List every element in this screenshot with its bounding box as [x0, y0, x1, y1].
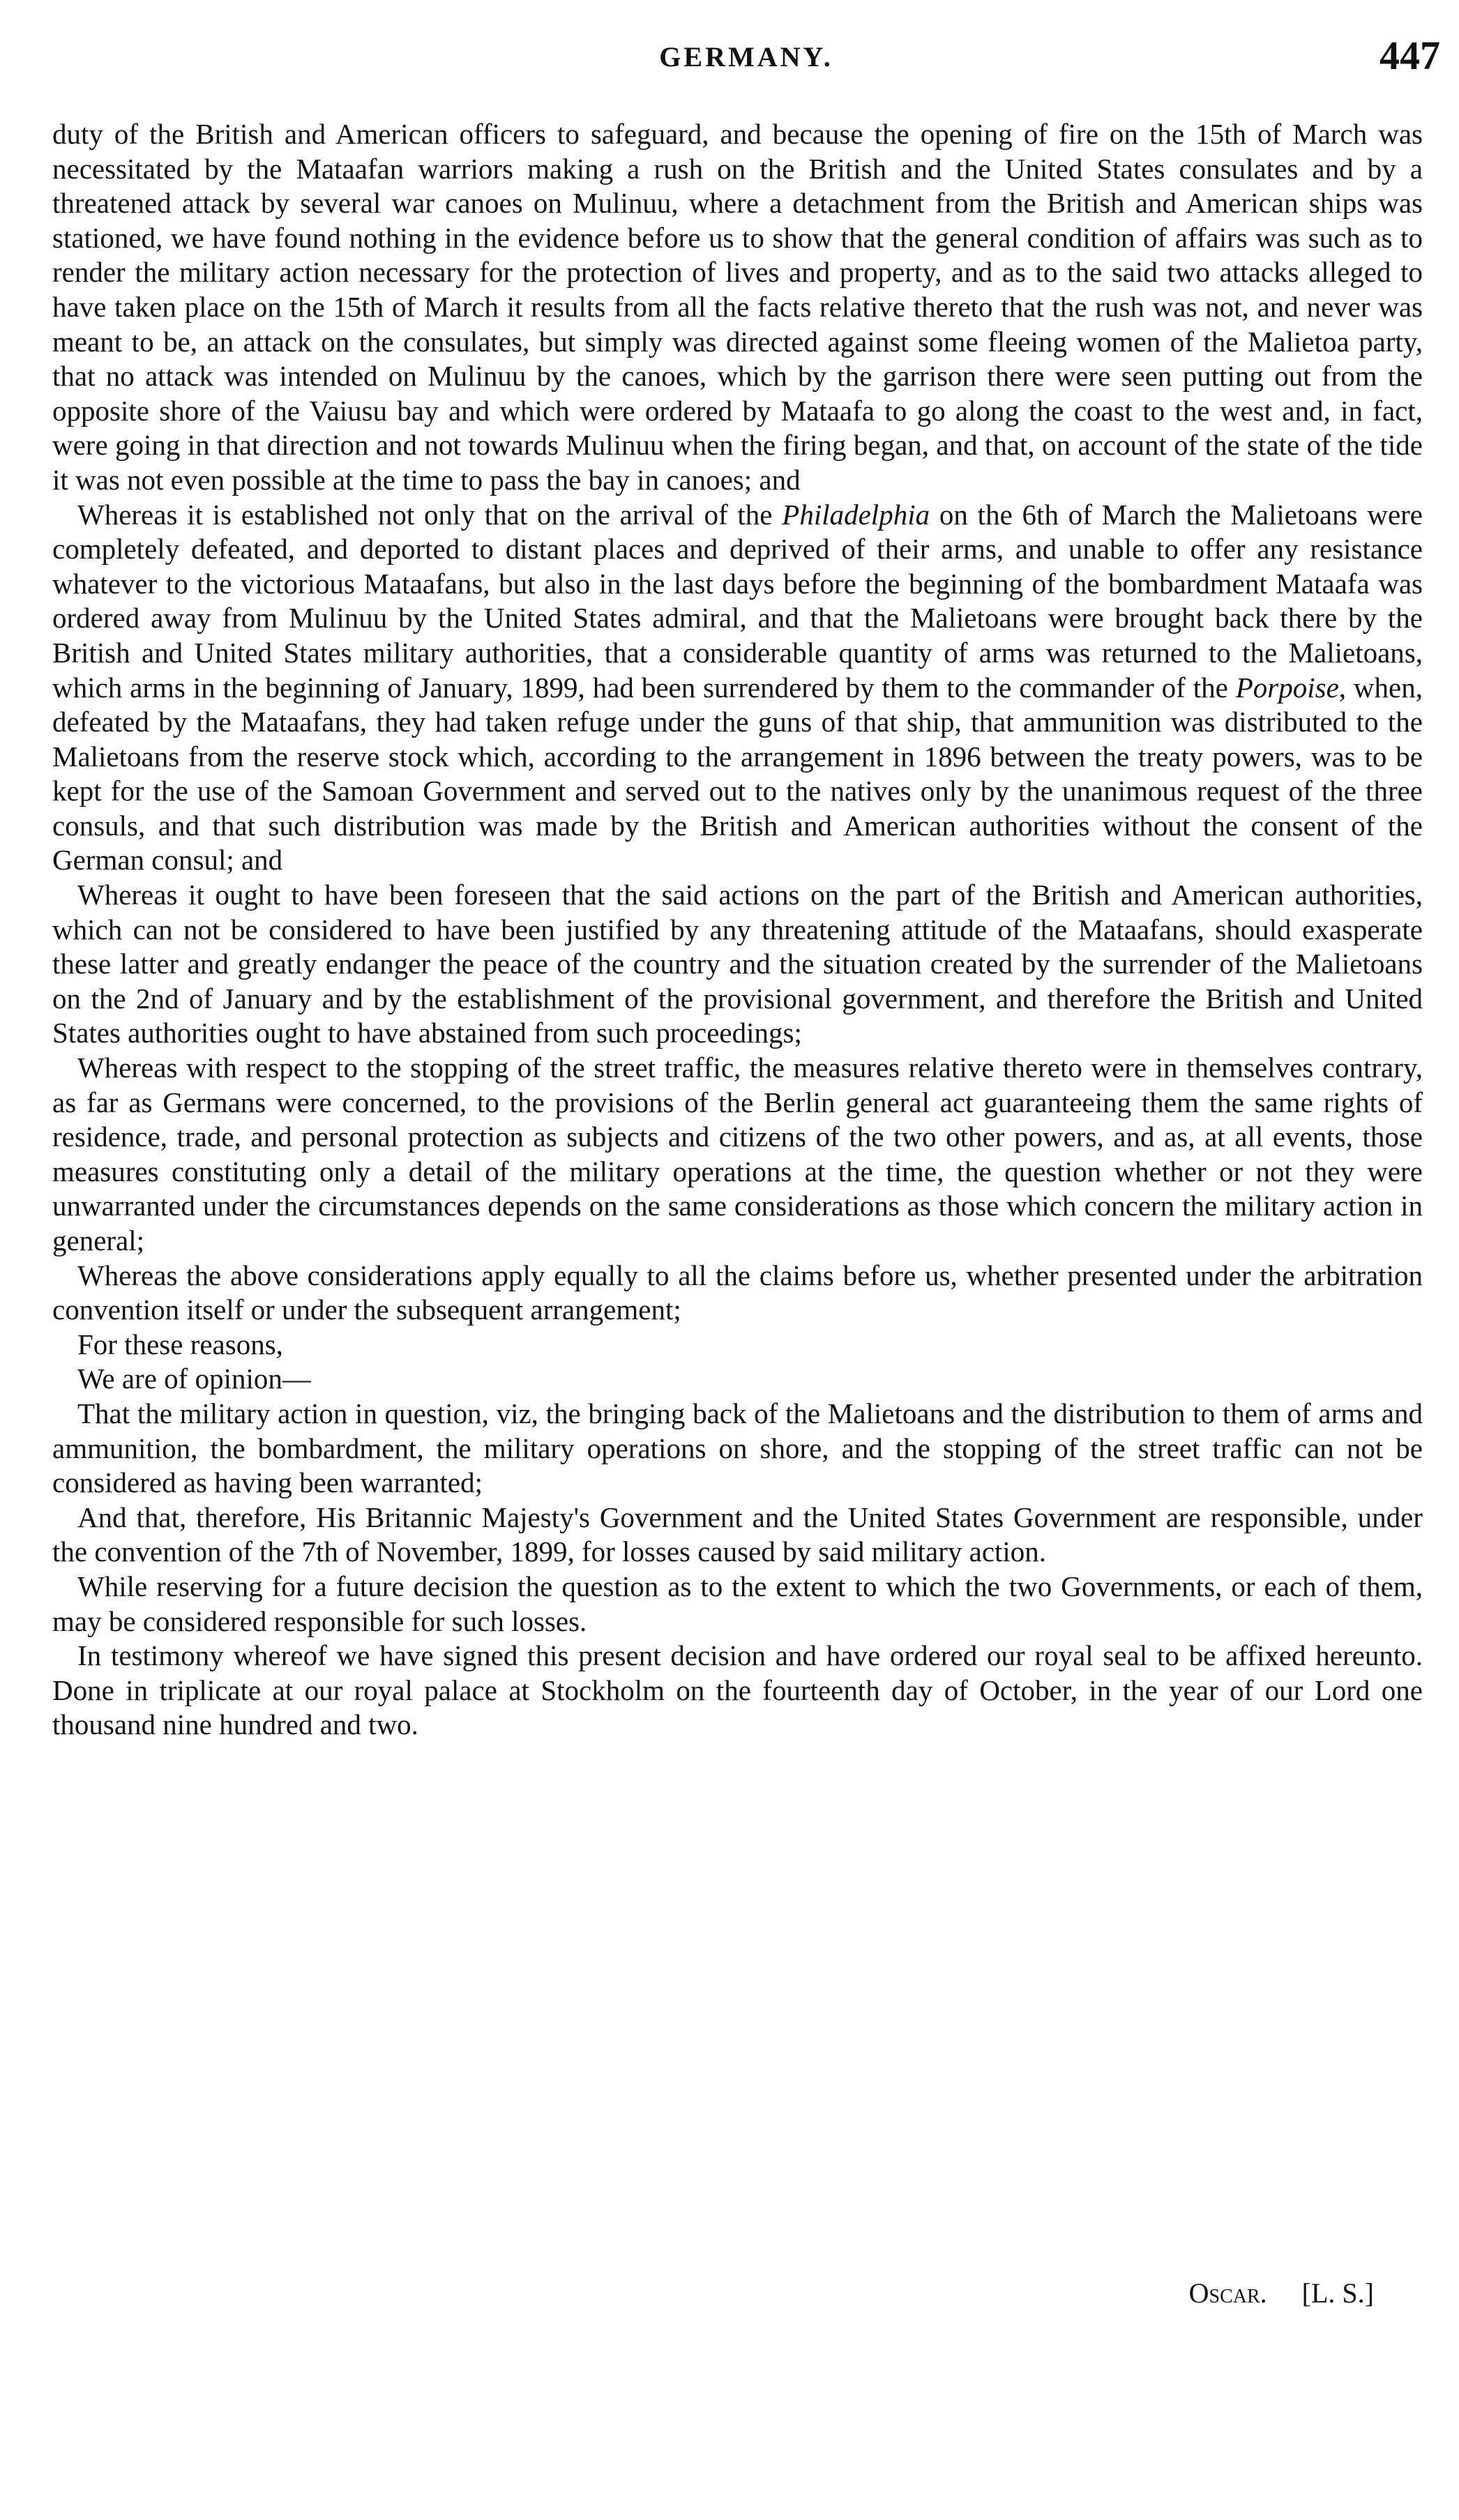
signature-block — [1095, 2277, 1374, 2309]
paragraph-text: Whereas it is established not only that on the arrival of the — [77, 498, 783, 531]
signature-name: Oscar. — [1188, 2277, 1267, 2309]
seal-mark: [L. S.] — [1301, 2277, 1374, 2309]
paragraph — [52, 1397, 1423, 1501]
paragraph — [52, 498, 1423, 879]
paragraph — [52, 878, 1423, 1051]
paragraph — [52, 1501, 1423, 1570]
paragraph — [52, 1259, 1423, 1328]
paragraph-text: While reserving for a future decision the question as to the extent to which the two Governments, or each of them, may be considered responsible for such losses. — [52, 1570, 1423, 1637]
italic-ship-name: Porpoise — [1235, 671, 1339, 704]
paragraph-text: That the military action in question, viz, the bringing back of the Malietoans and the distribution to them of arms and ammunition, the bombardment, the military operations on shore, and the stopping of the street traffic can not be considered as having been warranted; — [52, 1397, 1423, 1499]
running-head: GERMANY. — [659, 41, 833, 73]
paragraph-text: on the 6th of March the Malietoans were completely defeated, and deported to distant places and deprived of their arms, and unable to offer any resistance whatever to the victorious Mataafans, but also in the last days before the beginning of the bombardment Mataafa was ordered away from Mulinuu by the United States admiral, and that the Malietoans were brought back there by the British and United States military authorities, that a considerable quantity of arms was returned to the Malietoans, which arms in the beginning of January, 1899, had been surrendered by them to the commander of the — [52, 498, 1423, 704]
body-text — [52, 117, 1423, 1743]
page-header — [52, 26, 1440, 82]
page-number: 447 — [1379, 33, 1440, 78]
paragraph-text: Whereas the above considerations apply equally to all the claims before us, whether presented under the arbitration convention itself or under the subsequent arrangement; — [52, 1259, 1423, 1326]
paragraph — [52, 1570, 1423, 1639]
paragraph-text: , when, defeated by the Mataafans, they had taken refuge under the guns of that ship, that ammunition was distributed to the Malietoans from the reserve stock which, according to the arrangement in 1896 between the treaty powers, was to be kept for the use of the Samoan Government and served out to the natives only by the unanimous request of the three consuls, and that such distribution was made by the British and American authorities without the consent of the German consul; and — [52, 671, 1423, 876]
italic-ship-name: Philadelphia — [782, 498, 930, 531]
paragraph — [52, 117, 1423, 498]
paragraph — [52, 1328, 1423, 1363]
paragraph — [52, 1639, 1423, 1743]
paragraph-text: In testimony whereof we have signed this present decision and have ordered our royal seal to be affixed hereunto. Done in triplicate at our royal palace at Stockholm on the fourteenth day of October, in the year of our Lord one thousand nine hundred and two. — [52, 1639, 1423, 1741]
paragraph-text: Whereas with respect to the stopping of the street traffic, the measures relative thereto were in themselves contrary, as far as Germans were concerned, to the provisions of the Berlin general act guaranteeing them the same rights of residence, trade, and personal protection as subjects and citizens of the two other powers, and as, at all events, those measures constituting only a detail of the military operations at the time, the question whether or not they were unwarranted under the circumstances depends on the same considerations as those which concern the military action in general; — [52, 1052, 1423, 1257]
paragraph-text: And that, therefore, His Britannic Majesty's Government and the United States Government are responsible, under the convention of the 7th of November, 1899, for losses caused by said military action. — [52, 1501, 1423, 1568]
paragraph-text: For these reasons, — [77, 1328, 283, 1360]
paragraph-text: duty of the British and American officers to safeguard, and because the opening of fire on the 15th of March was necessitated by the Mataafan warriors making a rush on the British and the United States consulates and by a threatened attack by several war canoes on Mulinuu, where a detachment from the British and American ships was stationed, we have found nothing in the evidence before us to show that the general condition of affairs was such as to render the military action necessary for the protection of lives and property, and as to the said two attacks alleged to have taken place on the 15th of March it results from all the facts relative thereto that the rush was not, and never was meant to be, an attack on the consulates, but simply was directed against some fleeing women of the Malietoa party, that no attack was intended on Mulinuu by the canoes, which by the garrison there were seen putting out from the opposite shore of the Vaiusu bay and which were ordered by Mataafa to go along the coast to the west and, in fact, were going in that direction and not towards Mulinuu when the firing began, and that, on account of the state of the tide it was not even possible at the time to pass the bay in canoes; and — [52, 118, 1423, 496]
paragraph-text: Whereas it ought to have been foreseen that the said actions on the part of the British and American authorities, which can not be considered to have been justified by any threatening attitude of the Mataafans, should exasperate these latter and greatly endanger the peace of the country and the situation created by the surrender of the Malietoans on the 2nd of January and by the establishment of the provisional government, and therefore the British and United States authorities ought to have abstained from such proceedings; — [52, 879, 1423, 1049]
paragraph — [52, 1051, 1423, 1259]
paragraph — [52, 1362, 1423, 1397]
paragraph-text: We are of opinion— — [77, 1363, 311, 1395]
